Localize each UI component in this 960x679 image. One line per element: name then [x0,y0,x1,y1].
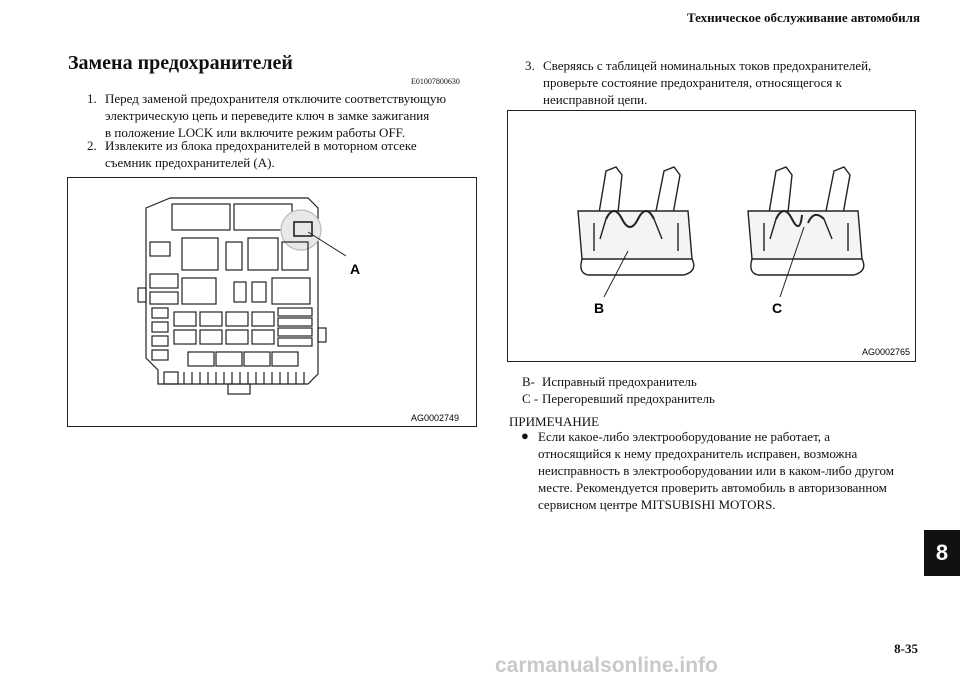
callout-c: C [772,300,783,316]
step-line: проверьте состояние предохранителя, относящегося к [543,75,842,90]
legend-key: C - [522,391,539,406]
section-code: E01007800630 [411,77,460,86]
step-line: съемник предохранителей (A). [105,155,275,170]
note-line: сервисном центре MITSUBISHI MOTORS. [538,497,776,512]
step-line: в положение LOCK или включите режим работы OFF. [105,125,406,140]
step-line: Сверяясь с таблицей номинальных токов предохранителей, [543,58,872,73]
fuse-box-diagram [68,178,476,426]
watermark: carmanualsonline.info [495,654,718,677]
note-heading: ПРИМЕЧАНИЕ [509,414,600,429]
running-header: Техническое обслуживание автомобиля [686,10,920,25]
step-line: Извлеките из блока предохранителей в моторном отсеке [105,138,417,153]
page-number: 8-35 [894,641,918,656]
fuses-figure [507,110,916,362]
step-line: неисправной цепи. [543,92,648,107]
callout-b: B [594,300,605,316]
step-number: 3. [525,58,535,73]
note-body [538,428,923,513]
callout-a: A [350,261,361,277]
step-number: 1. [87,91,97,106]
step-number: 2. [87,138,97,153]
note-line: месте. Рекомендуется проверить автомобиль в авторизованном [538,480,887,495]
note-line: Если какое-либо электрооборудование не работает, а [538,429,831,444]
fuse-box-figure [67,177,477,427]
note-bullet: ● [521,428,529,443]
figure-code: AG0002749 [411,413,460,423]
legend-key: B- [522,374,535,389]
note-line: относящийся к нему предохранитель исправен, возможна [538,446,858,461]
step-line: электрическую цепь и переведите ключ в замке зажигания [105,108,430,123]
section-title: Замена предохранителей [68,52,293,74]
legend-text: Перегоревший предохранитель [542,391,715,406]
step-3 [525,57,925,109]
step-line: Перед заменой предохранителя отключите соответствующую [105,91,447,106]
chapter-tab: 8 [924,530,960,576]
fuses-diagram [508,111,915,361]
step-2 [87,137,487,173]
note-line: неисправность в электрооборудовании или в каком-либо другом [538,463,894,478]
legend-text: Исправный предохранитель [542,374,697,389]
figure-legend [522,373,822,409]
figure-code: AG0002765 [862,347,911,357]
step-1 [87,90,487,142]
